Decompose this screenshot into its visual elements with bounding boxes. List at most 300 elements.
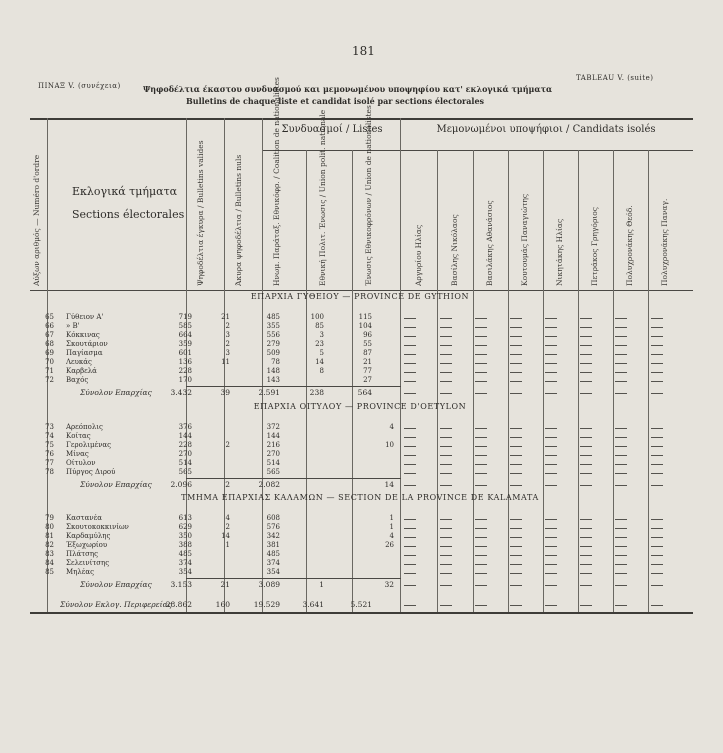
empty-dash [510, 528, 522, 529]
cell-valid: 585 [178, 322, 192, 330]
row-number: 83 [45, 550, 54, 558]
empty-dash [580, 437, 592, 438]
total-rule [186, 386, 401, 387]
empty-dash [404, 345, 416, 346]
empty-dash [615, 336, 627, 337]
empty-dash [615, 327, 627, 328]
section-name: Παγίασμα [66, 349, 103, 357]
empty-dash [440, 605, 452, 606]
empty-dash [510, 464, 522, 465]
cell-c1: 26 [385, 541, 394, 549]
col-divider [400, 118, 401, 612]
row-number: 71 [45, 367, 54, 375]
cell-null: 11 [221, 358, 230, 366]
section-name: » Β' [66, 322, 80, 330]
empty-dash [404, 381, 416, 382]
col-divider [437, 150, 438, 612]
cell-valid: 170 [178, 376, 192, 384]
section-name: Βαχός [66, 376, 89, 384]
section-heading: ΕΠΑΡΧΙΑ ΟΙΤΥΛΟΥ — PROVINCE D'OETYLON [253, 402, 467, 411]
header-order: Αύξων αριθμός — Numéro d'ordre [32, 154, 41, 286]
cell-null: 2 [225, 441, 230, 449]
cell-valid: 629 [178, 523, 192, 531]
empty-dash [580, 519, 592, 520]
total-valid: 2.096 [170, 480, 192, 489]
empty-dash [580, 473, 592, 474]
empty-dash [615, 437, 627, 438]
empty-dash [475, 585, 487, 586]
empty-dash [651, 336, 663, 337]
cell-l1: 565 [266, 468, 280, 476]
empty-dash [440, 381, 452, 382]
empty-dash [545, 464, 557, 465]
cell-l1: 148 [266, 367, 280, 375]
empty-dash [651, 455, 663, 456]
empty-dash [615, 446, 627, 447]
col-divider [473, 150, 474, 612]
cell-valid: 359 [178, 340, 192, 348]
section-name: Γύθειον Α' [66, 313, 104, 321]
cell-null: 3 [225, 331, 230, 339]
empty-dash [580, 428, 592, 429]
empty-dash [580, 318, 592, 319]
total-valid: 3.432 [170, 388, 192, 397]
cell-l3: 115 [358, 313, 372, 321]
empty-dash [510, 446, 522, 447]
cell-l2: 23 [315, 340, 324, 348]
header-sections-gr: Εκλογικά τμήματα [72, 185, 178, 198]
empty-dash [651, 528, 663, 529]
cell-l3: 87 [363, 349, 372, 357]
empty-dash [545, 528, 557, 529]
empty-dash [651, 363, 663, 364]
cell-l1: 372 [266, 423, 280, 431]
empty-dash [580, 464, 592, 465]
empty-dash [440, 354, 452, 355]
empty-dash [404, 428, 416, 429]
row-number: 78 [45, 468, 54, 476]
empty-dash [545, 537, 557, 538]
grand-total-l2: 3.641 [302, 600, 324, 609]
empty-dash [651, 537, 663, 538]
section-name: Καρβελά [66, 367, 97, 375]
empty-dash [440, 519, 452, 520]
cell-l2: 5 [319, 349, 324, 357]
empty-dash [580, 605, 592, 606]
empty-dash [404, 336, 416, 337]
empty-dash [440, 537, 452, 538]
cell-l1: 509 [266, 349, 280, 357]
total-label: Σύνολον Επαρχίας [80, 580, 152, 589]
cell-null: 21 [221, 313, 230, 321]
empty-dash [545, 393, 557, 394]
empty-dash [440, 555, 452, 556]
title-french: Bulletins de chaque liste et candidat isolé par sections électorales [186, 96, 485, 106]
empty-dash [440, 336, 452, 337]
empty-dash [440, 318, 452, 319]
total-l2: 238 [309, 388, 324, 397]
empty-dash [651, 327, 663, 328]
header-left: ΠΙΝΑΞ V. (συνέχεια) [38, 82, 121, 90]
empty-dash [651, 345, 663, 346]
empty-dash [580, 585, 592, 586]
cell-c1: 10 [385, 441, 394, 449]
header-right: TABLEAU V. (suite) [576, 74, 654, 82]
header-cand-7: Πολυχρονάκης Θεόδ. [625, 205, 634, 286]
empty-dash [651, 381, 663, 382]
empty-dash [510, 354, 522, 355]
empty-dash [651, 393, 663, 394]
empty-dash [615, 381, 627, 382]
empty-dash [510, 345, 522, 346]
cell-valid: 270 [178, 450, 192, 458]
total-rule [186, 478, 401, 479]
row-number: 72 [45, 376, 54, 384]
empty-dash [545, 354, 557, 355]
empty-dash [440, 327, 452, 328]
empty-dash [510, 573, 522, 574]
empty-dash [440, 573, 452, 574]
total-l2: 1 [319, 580, 324, 589]
empty-dash [615, 455, 627, 456]
empty-dash [475, 573, 487, 574]
row-number: 74 [45, 432, 54, 440]
empty-dash [475, 485, 487, 486]
empty-dash [615, 372, 627, 373]
col-divider [508, 150, 509, 612]
empty-dash [404, 473, 416, 474]
row-number: 77 [45, 459, 54, 467]
empty-dash [545, 585, 557, 586]
empty-dash [651, 485, 663, 486]
cell-valid: 350 [178, 532, 192, 540]
empty-dash [580, 528, 592, 529]
empty-dash [615, 585, 627, 586]
grand-total-l3: 5.521 [350, 600, 372, 609]
empty-dash [580, 363, 592, 364]
total-label: Σύνολον Επαρχίας [80, 480, 152, 489]
empty-dash [651, 318, 663, 319]
empty-dash [545, 546, 557, 547]
empty-dash [651, 605, 663, 606]
section-name: Αρεόπολις [66, 423, 103, 431]
empty-dash [440, 585, 452, 586]
section-name: Έξωχωρίου [66, 541, 108, 549]
cell-l1: 556 [266, 331, 280, 339]
empty-dash [510, 605, 522, 606]
cell-valid: 514 [178, 459, 192, 467]
empty-dash [510, 519, 522, 520]
empty-dash [651, 585, 663, 586]
cell-l1: 576 [266, 523, 280, 531]
header-list-2: Εθνική Πολιτ. Ένωσις / Union polit. nationale [318, 109, 327, 286]
table-bottom-rule [30, 612, 693, 614]
cell-null: 2 [225, 340, 230, 348]
empty-dash [651, 564, 663, 565]
empty-dash [615, 464, 627, 465]
cell-l1: 270 [266, 450, 280, 458]
empty-dash [580, 564, 592, 565]
cell-l1: 355 [266, 322, 280, 330]
empty-dash [404, 519, 416, 520]
row-number: 81 [45, 532, 54, 540]
section-name: Πύργος Διρού [66, 468, 116, 476]
empty-dash [651, 519, 663, 520]
total-c1: 14 [384, 480, 394, 489]
cell-l1: 279 [266, 340, 280, 348]
cell-l2: 3 [319, 331, 324, 339]
empty-dash [404, 546, 416, 547]
row-number: 80 [45, 523, 54, 531]
empty-dash [510, 537, 522, 538]
empty-dash [440, 546, 452, 547]
empty-dash [545, 336, 557, 337]
empty-dash [510, 336, 522, 337]
empty-dash [475, 605, 487, 606]
empty-dash [510, 546, 522, 547]
empty-dash [580, 345, 592, 346]
empty-dash [475, 446, 487, 447]
cell-valid: 719 [178, 313, 192, 321]
empty-dash [615, 363, 627, 364]
cell-null: 1 [225, 541, 230, 549]
cell-l1: 485 [266, 550, 280, 558]
grand-total-l1: 19.529 [253, 600, 280, 609]
empty-dash [404, 564, 416, 565]
header-null: Άκυρα ψηφοδέλτια / Bulletins nuls [234, 154, 243, 286]
empty-dash [404, 437, 416, 438]
cell-valid: 565 [178, 468, 192, 476]
empty-dash [545, 381, 557, 382]
section-name: Κοίτας [66, 432, 91, 440]
empty-dash [545, 446, 557, 447]
empty-dash [615, 555, 627, 556]
empty-dash [440, 564, 452, 565]
row-number: 75 [45, 441, 54, 449]
empty-dash [440, 393, 452, 394]
empty-dash [404, 528, 416, 529]
empty-dash [475, 473, 487, 474]
empty-dash [510, 585, 522, 586]
section-name: Καστανέα [66, 514, 102, 522]
header-cand-4: Κουτουμάς Παναγιώτης [520, 193, 529, 286]
total-null: 39 [220, 388, 230, 397]
empty-dash [580, 372, 592, 373]
empty-dash [475, 318, 487, 319]
section-name: Σκουτάριον [66, 340, 108, 348]
cell-l1: 485 [266, 313, 280, 321]
col-divider [648, 150, 649, 612]
empty-dash [545, 605, 557, 606]
empty-dash [545, 455, 557, 456]
row-number: 84 [45, 559, 54, 567]
empty-dash [510, 555, 522, 556]
empty-dash [475, 555, 487, 556]
empty-dash [475, 464, 487, 465]
row-number: 82 [45, 541, 54, 549]
total-valid: 3.153 [170, 580, 192, 589]
empty-dash [510, 363, 522, 364]
empty-dash [615, 605, 627, 606]
empty-dash [615, 519, 627, 520]
cell-l2: 8 [319, 367, 324, 375]
empty-dash [475, 381, 487, 382]
cell-c1: 4 [389, 532, 394, 540]
empty-dash [475, 528, 487, 529]
section-name: Λευκάς [66, 358, 92, 366]
empty-dash [404, 537, 416, 538]
header-cand-1: Αργυρίου Ηλίας [414, 224, 423, 286]
header-cand-8: Πολυχρονάκης Παναγ. [660, 198, 669, 286]
empty-dash [615, 345, 627, 346]
empty-dash [580, 336, 592, 337]
cell-c1: 1 [389, 523, 394, 531]
cell-l3: 77 [363, 367, 372, 375]
header-lists-group: Συνδυασμοί / Listes [281, 124, 383, 135]
cell-l1: 374 [266, 559, 280, 567]
row-number: 66 [45, 322, 54, 330]
section-name: Κόκκινας [66, 331, 100, 339]
empty-dash [615, 564, 627, 565]
empty-dash [510, 485, 522, 486]
empty-dash [404, 555, 416, 556]
section-name: Σελεινίτσης [66, 559, 110, 567]
row-number: 76 [45, 450, 54, 458]
empty-dash [545, 327, 557, 328]
empty-dash [545, 519, 557, 520]
empty-dash [615, 428, 627, 429]
header-cand-6: Πετράκος Γρηγόριος [590, 206, 599, 286]
empty-dash [404, 446, 416, 447]
cell-l2: 100 [310, 313, 324, 321]
row-number: 73 [45, 423, 54, 431]
header-cand-2: Βασίλης Νικόλαος [450, 214, 459, 286]
cell-l1: 381 [266, 541, 280, 549]
cell-l3: 96 [363, 331, 372, 339]
empty-dash [475, 345, 487, 346]
total-l1: 2.591 [258, 388, 280, 397]
empty-dash [475, 519, 487, 520]
empty-dash [404, 354, 416, 355]
empty-dash [404, 573, 416, 574]
cell-l3: 104 [358, 322, 372, 330]
cell-l1: 144 [266, 432, 280, 440]
empty-dash [651, 555, 663, 556]
grand-total-label: Σύνολον Εκλογ. Περιφερείας [60, 600, 172, 609]
cell-valid: 354 [178, 568, 192, 576]
empty-dash [580, 354, 592, 355]
total-l1: 3.089 [258, 580, 280, 589]
empty-dash [545, 428, 557, 429]
grand-total-null: 160 [215, 600, 230, 609]
empty-dash [580, 573, 592, 574]
cell-l3: 27 [363, 376, 372, 384]
empty-dash [440, 345, 452, 346]
cell-valid: 664 [178, 331, 192, 339]
empty-dash [475, 393, 487, 394]
cell-l1: 354 [266, 568, 280, 576]
cell-l1: 514 [266, 459, 280, 467]
empty-dash [404, 605, 416, 606]
empty-dash [545, 573, 557, 574]
empty-dash [545, 485, 557, 486]
empty-dash [404, 372, 416, 373]
empty-dash [440, 473, 452, 474]
section-name: Πλάτσης [66, 550, 99, 558]
empty-dash [615, 537, 627, 538]
section-name: Μίνας [66, 450, 89, 458]
total-l1: 2.082 [258, 480, 280, 489]
empty-dash [475, 564, 487, 565]
empty-dash [580, 537, 592, 538]
empty-dash [545, 345, 557, 346]
empty-dash [440, 464, 452, 465]
empty-dash [440, 485, 452, 486]
cell-valid: 376 [178, 423, 192, 431]
col-divider [306, 150, 307, 612]
empty-dash [651, 437, 663, 438]
total-null: 21 [220, 580, 230, 589]
empty-dash [580, 546, 592, 547]
header-sections-fr: Sections électorales [72, 208, 185, 221]
empty-dash [510, 318, 522, 319]
row-number: 85 [45, 568, 54, 576]
cell-valid: 601 [178, 349, 192, 357]
col-divider [578, 150, 579, 612]
empty-dash [651, 446, 663, 447]
header-list-3: Ένωσις Εθνικοφρόνων / Union de nationalistes [364, 105, 373, 286]
empty-dash [475, 428, 487, 429]
cell-valid: 228 [178, 367, 192, 375]
total-rule [186, 578, 401, 579]
empty-dash [475, 455, 487, 456]
cell-null: 14 [221, 532, 230, 540]
header-list-1: Ηνωμ. Παράταξ. Εθνικόφρ. / Coalition de nationalistes [272, 77, 281, 286]
empty-dash [615, 473, 627, 474]
empty-dash [615, 393, 627, 394]
empty-dash [440, 363, 452, 364]
header-top-rule [30, 118, 693, 120]
empty-dash [475, 354, 487, 355]
cell-valid: 144 [178, 432, 192, 440]
total-l3: 564 [357, 388, 372, 397]
header-cand-3: Βασιλάκης Αθανάσιος [485, 200, 494, 286]
cell-null: 2 [225, 523, 230, 531]
cell-valid: 228 [178, 441, 192, 449]
row-number: 65 [45, 313, 54, 321]
empty-dash [510, 473, 522, 474]
cell-l1: 342 [266, 532, 280, 540]
col-divider [543, 150, 544, 612]
empty-dash [545, 372, 557, 373]
header-candidates-group: Μεμονωμένοι υποψήφιοι / Candidats isolés [436, 124, 656, 135]
empty-dash [510, 428, 522, 429]
candidates-group-rule [400, 150, 693, 151]
empty-dash [475, 372, 487, 373]
empty-dash [440, 428, 452, 429]
grand-total-valid: 28.862 [165, 600, 192, 609]
cell-l2: 85 [315, 322, 324, 330]
cell-null: 4 [225, 514, 230, 522]
empty-dash [510, 437, 522, 438]
empty-dash [404, 485, 416, 486]
section-name: Οίτυλον [66, 459, 96, 467]
empty-dash [510, 381, 522, 382]
empty-dash [651, 372, 663, 373]
empty-dash [475, 327, 487, 328]
empty-dash [404, 455, 416, 456]
row-number: 69 [45, 349, 54, 357]
